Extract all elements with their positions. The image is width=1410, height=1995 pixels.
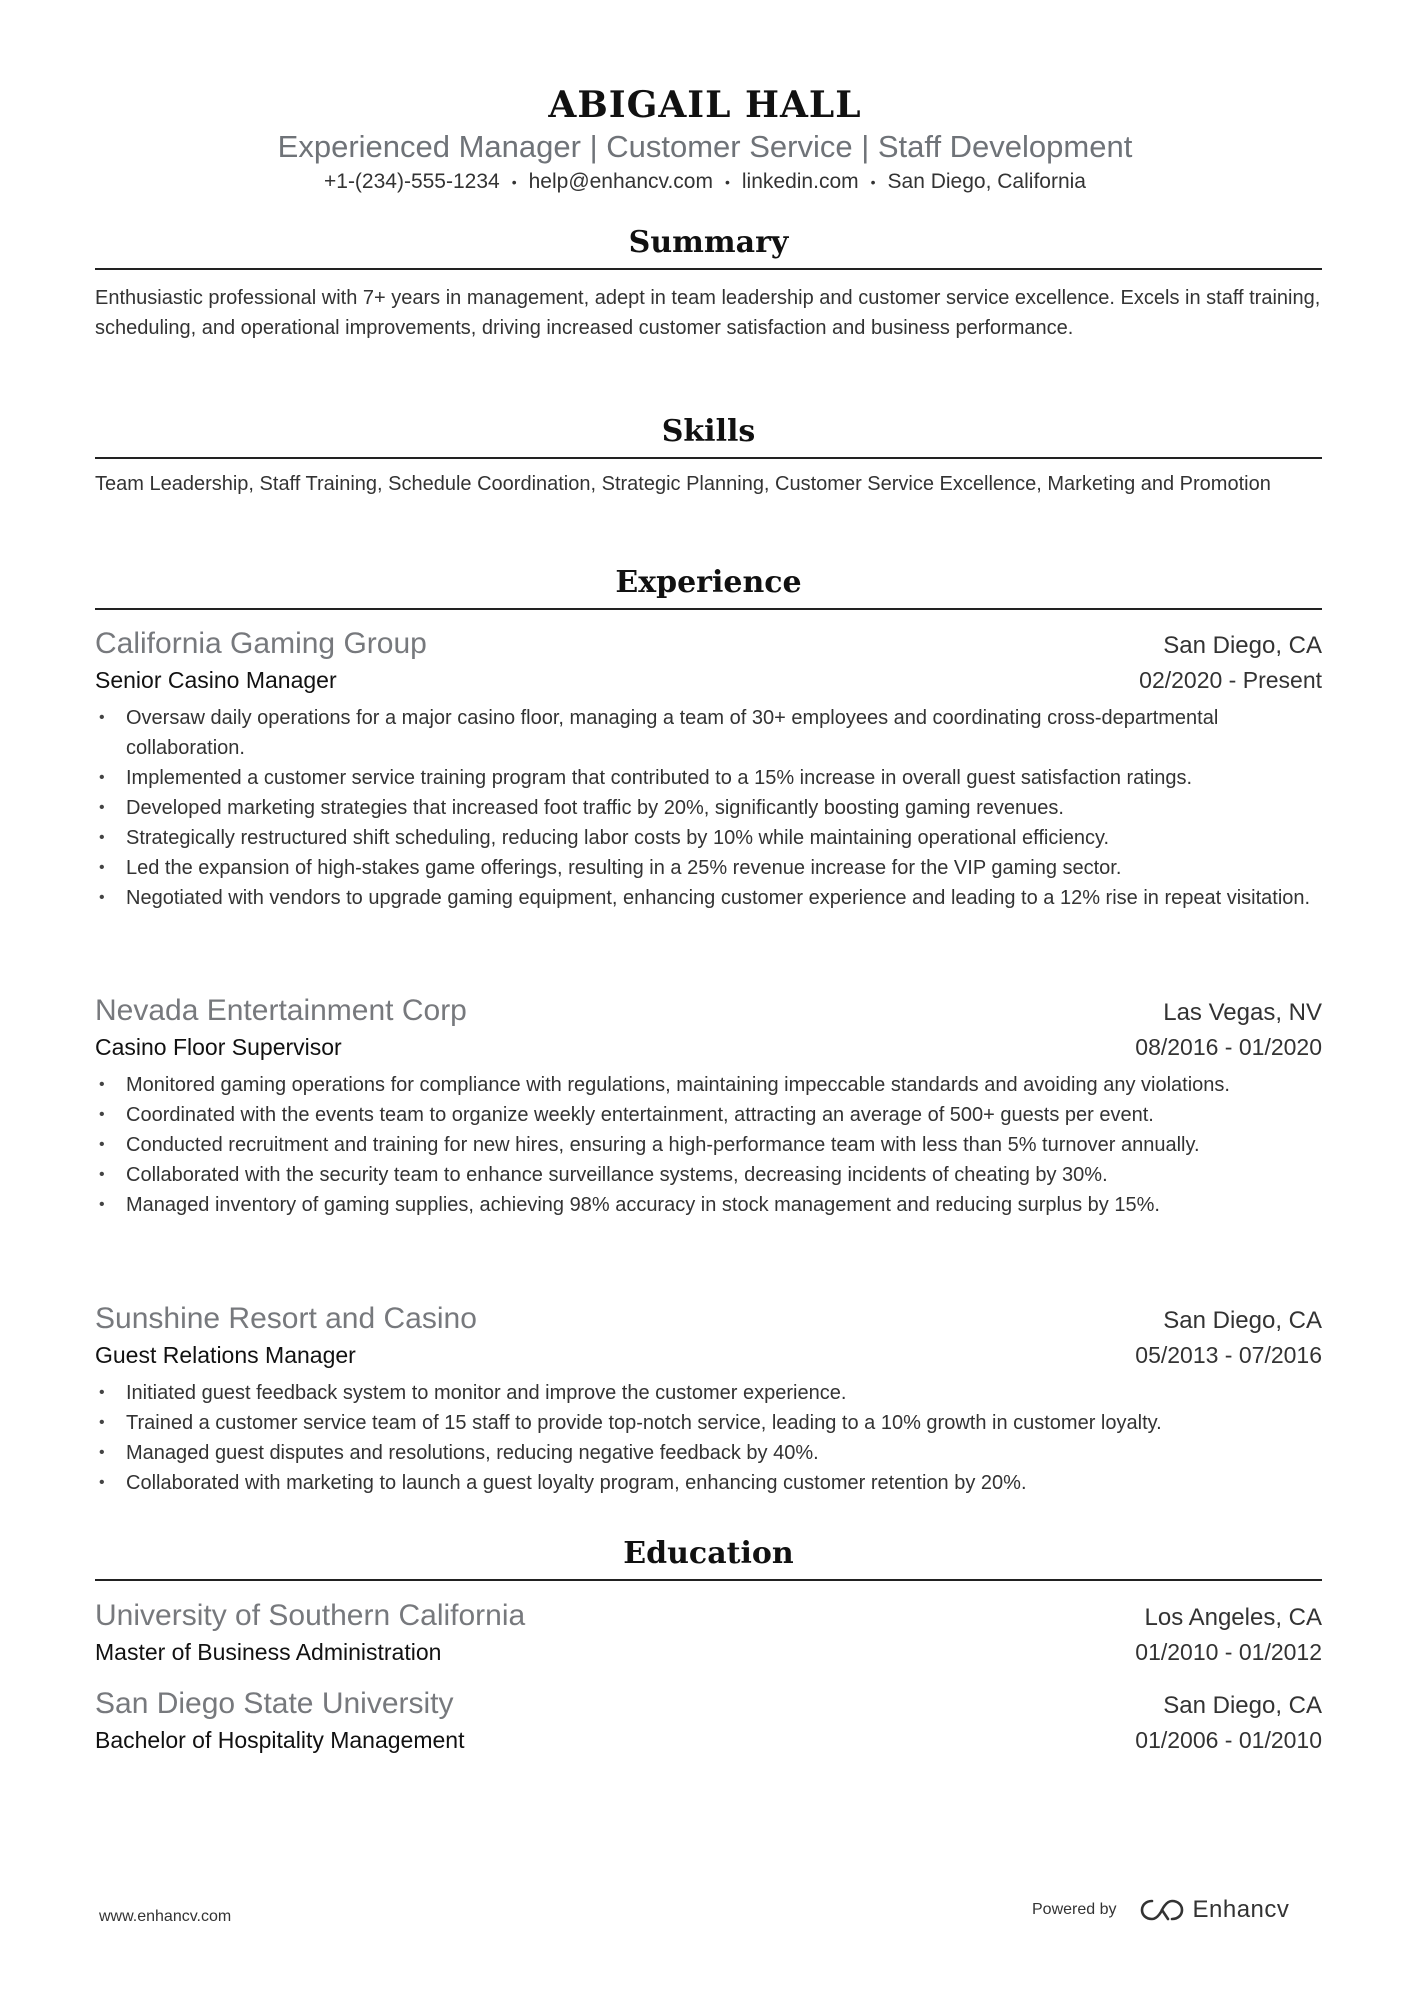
candidate-name: ABIGAIL HALL <box>548 84 862 126</box>
bullet-item: • Oversaw daily operations for a major casino floor, managing a team of 30+ employees and coordinating cross-departmental collaboration. <box>95 703 1322 763</box>
job-location: Las Vegas, NV <box>1163 999 1322 1026</box>
experience-entry <box>95 1300 1322 1498</box>
skills-section <box>95 413 1322 497</box>
contact-line <box>0 167 1410 197</box>
school-name: University of Southern California <box>95 1599 526 1632</box>
candidate-headline: Experienced Manager | Customer Service | Staff Development <box>277 129 1133 164</box>
contact-location: San Diego, California <box>887 170 1086 193</box>
job-location: San Diego, CA <box>1163 1307 1322 1334</box>
bullet-item: • Monitored gaming operations for compliance with regulations, maintaining impeccable standards and avoiding any violations. <box>95 1070 1322 1100</box>
job-title: Casino Floor Supervisor <box>95 1034 342 1060</box>
job-dates: 02/2020 - Present <box>1139 667 1322 693</box>
bullet-item: • Conducted recruitment and training for new hires, ensuring a high-performance team with less than 5% turnover annually. <box>95 1130 1322 1160</box>
bullet-item: • Trained a customer service team of 15 staff to provide top-notch service, leading to a 10% growth in customer loyalty. <box>95 1408 1322 1438</box>
contact-separator: • <box>870 174 876 191</box>
job-bullets <box>95 1070 1322 1220</box>
company-name: California Gaming Group <box>95 627 427 660</box>
bullet-item: • Initiated guest feedback system to monitor and improve the customer experience. <box>95 1378 1322 1408</box>
contact-phone[interactable]: +1-(234)-555-1234 <box>324 170 500 193</box>
bullet-item: • Led the expansion of high-stakes game offerings, resulting in a 25% revenue increase for the VIP gaming sector. <box>95 853 1322 883</box>
experience-entry <box>95 992 1322 1220</box>
education-entry <box>95 1685 1322 1757</box>
job-title: Senior Casino Manager <box>95 667 337 693</box>
skills-text: Team Leadership, Staff Training, Schedule Coordination, Strategic Planning, Customer Service Excellence, Marketing and Promotion <box>95 473 1271 495</box>
bullet-item: • Coordinated with the events team to organize weekly entertainment, attracting an average of 500+ guests per event. <box>95 1100 1322 1130</box>
education-dates: 01/2006 - 01/2010 <box>1135 1727 1322 1753</box>
degree-name: Master of Business Administration <box>95 1639 442 1665</box>
company-name: Nevada Entertainment Corp <box>95 994 467 1027</box>
contact-separator: • <box>724 174 730 191</box>
bullet-item: • Strategically restructured shift scheduling, reducing labor costs by 10% while maintaining operational efficiency. <box>95 823 1322 853</box>
job-bullets <box>95 703 1322 913</box>
footer-website-link[interactable]: www.enhancv.com <box>99 1908 232 1925</box>
contact-linkedin[interactable]: linkedin.com <box>741 170 859 193</box>
experience-section <box>95 564 1322 610</box>
experience-entry <box>95 625 1322 913</box>
education-entry <box>95 1597 1322 1669</box>
bullet-item: • Implemented a customer service training program that contributed to a 15% increase in overall guest satisfaction ratings. <box>95 763 1322 793</box>
school-location: San Diego, CA <box>1163 1692 1322 1719</box>
job-title: Guest Relations Manager <box>95 1342 356 1368</box>
enhancv-logo-icon <box>1139 1897 1185 1923</box>
bullet-item: • Negotiated with vendors to upgrade gaming equipment, enhancing customer experience and leading to a 12% rise in repeat visitation. <box>95 883 1322 913</box>
bullet-item: • Managed guest disputes and resolutions, reducing negative feedback by 40%. <box>95 1438 1322 1468</box>
bullet-item: • Managed inventory of gaming supplies, achieving 98% accuracy in stock management and reducing surplus by 15%. <box>95 1190 1322 1220</box>
school-name: San Diego State University <box>95 1687 454 1720</box>
company-name: Sunshine Resort and Casino <box>95 1302 477 1335</box>
education-dates: 01/2010 - 01/2012 <box>1135 1639 1322 1665</box>
bullet-item: • Collaborated with marketing to launch a guest loyalty program, enhancing customer retention by 20%. <box>95 1468 1322 1498</box>
resume-header <box>0 84 1410 197</box>
summary-text: Enthusiastic professional with 7+ years in management, adept in team leadership and customer service excellence. Excels in staff training, scheduling, and operational improvements, driving increased customer satisfaction and business performance. <box>95 287 1321 339</box>
section-title-education: Education <box>95 1535 1322 1581</box>
bullet-item: • Collaborated with the security team to enhance surveillance systems, decreasing incidents of cheating by 30%. <box>95 1160 1322 1190</box>
education-section <box>95 1535 1322 1581</box>
degree-name: Bachelor of Hospitality Management <box>95 1727 465 1753</box>
section-title-summary: Summary <box>95 224 1322 270</box>
school-location: Los Angeles, CA <box>1144 1604 1322 1631</box>
contact-email[interactable]: help@enhancv.com <box>528 170 713 193</box>
section-title-skills: Skills <box>95 413 1322 459</box>
section-title-experience: Experience <box>95 564 1322 610</box>
contact-separator: • <box>511 174 517 191</box>
job-dates: 05/2013 - 07/2016 <box>1135 1342 1322 1368</box>
job-location: San Diego, CA <box>1163 632 1322 659</box>
footer-branding[interactable] <box>1032 1896 1289 1924</box>
job-bullets <box>95 1378 1322 1498</box>
enhancv-brand-name: Enhancv <box>1192 1896 1290 1923</box>
job-dates: 08/2016 - 01/2020 <box>1135 1034 1322 1060</box>
summary-section <box>95 224 1322 343</box>
bullet-item: • Developed marketing strategies that increased foot traffic by 20%, significantly boosting gaming revenues. <box>95 793 1322 823</box>
powered-by-label: Powered by <box>1032 1901 1117 1918</box>
